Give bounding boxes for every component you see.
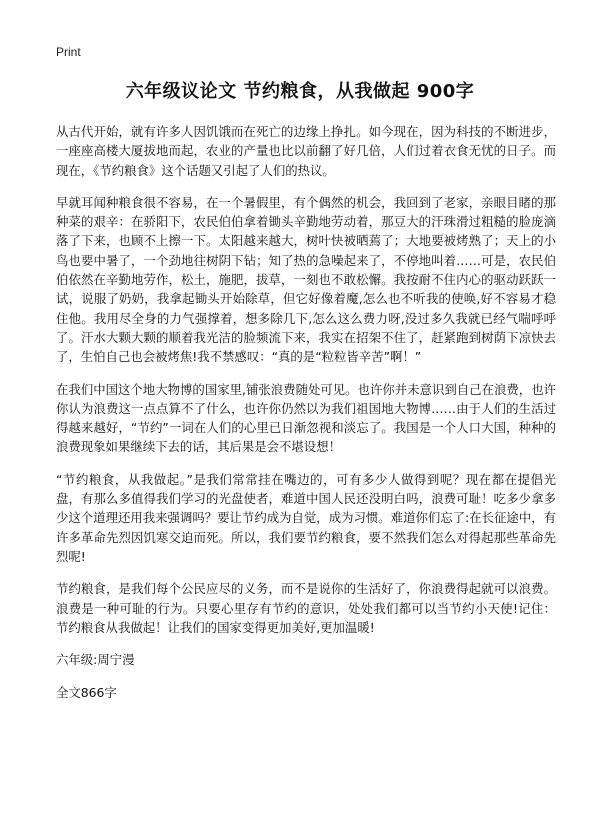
paragraph: 节约粮食，是我们每个公民应尽的义务，而不是说你的生活好了，你浪费得起就可以浪费。浪费是一种可耻的行为。只要心里存有节约的意识，处处我们都可以当节约小天使!记住：节约粮食从我做起！让我们的国家变得更加美好,更加温暖! bbox=[56, 581, 556, 635]
paragraph: 在我们中国这个地大物博的国家里,铺张浪费随处可见。也许你并未意识到自己在浪费，也许你认为浪费这一点点算不了什么，也许你仍然以为我们祖国地大物博……由于人们的生活过得越来越好，“节约”一词在人们的心里已日渐忽视和淡忘了。我国是一个人口大国，种种的浪费现象如果继续下去的话，其后果是会不堪设想！ bbox=[56, 381, 556, 455]
paragraph: “节约粮食，从我做起。”是我们常常挂在嘴边的，可有多少人做得到呢？现在都在提倡光盘，有那么多值得我们学习的光盘使者，难道中国人民还没明白吗，浪费可耻！吃多少拿多少这个道理还用我来强调吗？要让节约成为自觉，成为习惯。难道你们忘了:在长征途中，有许多革命先烈因饥寒交迫而死。所以，我们要节约粮食，要不然我们怎么对得起那些革命先烈呢! bbox=[56, 471, 556, 564]
author-line: 六年级:周宁漫 bbox=[56, 652, 135, 668]
article-body bbox=[56, 122, 556, 716]
paragraph: 早就耳闻种粮食很不容易，在一个暑假里，有个偶然的机会，我回到了老家，亲眼目睹的那种菜的艰辛：在骄阳下，农民伯伯拿着锄头辛勤地劳动着，那豆大的汗珠滑过粗糙的脸庞滴落了下来，也顾不上擦一下。太阳越来越大，树叶快被晒蔫了；大地要被烤熟了；天上的小鸟也要中暑了，一个劲地往树阴下钻；知了热的急噪起来了，不停地叫着……可是，农民伯伯依然在辛勤地劳作，松土，施肥，拔草，一刻也不敢松懈。我按耐不住内心的驱动跃跃一试，说服了奶奶，我拿起锄头开始除草，但它好像着魔,怎么也不听我的使唤,好不容易才稳住他。我用尽全身的力气强撑着，想多除几下,怎么这么费力呀,没过多久我就已经气喘呼呼了。汗水大颗大颗的顺着我光洁的脸频流下来，我实在招架不住了，赶紧跑到树荫下凉快去了，生怕自己也会被烤焦!我不禁感叹：“真的是“粒粒皆辛苦”啊！” bbox=[56, 194, 556, 365]
article-title: 六年级议论文 节约粮食，从我做起 900字 bbox=[125, 81, 475, 102]
word-count: 全文866字 bbox=[56, 685, 117, 701]
print-link[interactable]: Print bbox=[56, 45, 81, 59]
paragraph: 从古代开始，就有许多人因饥饿而在死亡的边缘上挣扎。如今现在，因为科技的不断进步，一座座高楼大厦拔地而起，农业的产量也比以前翻了好几倍，人们过着衣食无忧的日子。而现在，《节约粮食》这个话题又引起了人们的热议。 bbox=[56, 124, 556, 178]
